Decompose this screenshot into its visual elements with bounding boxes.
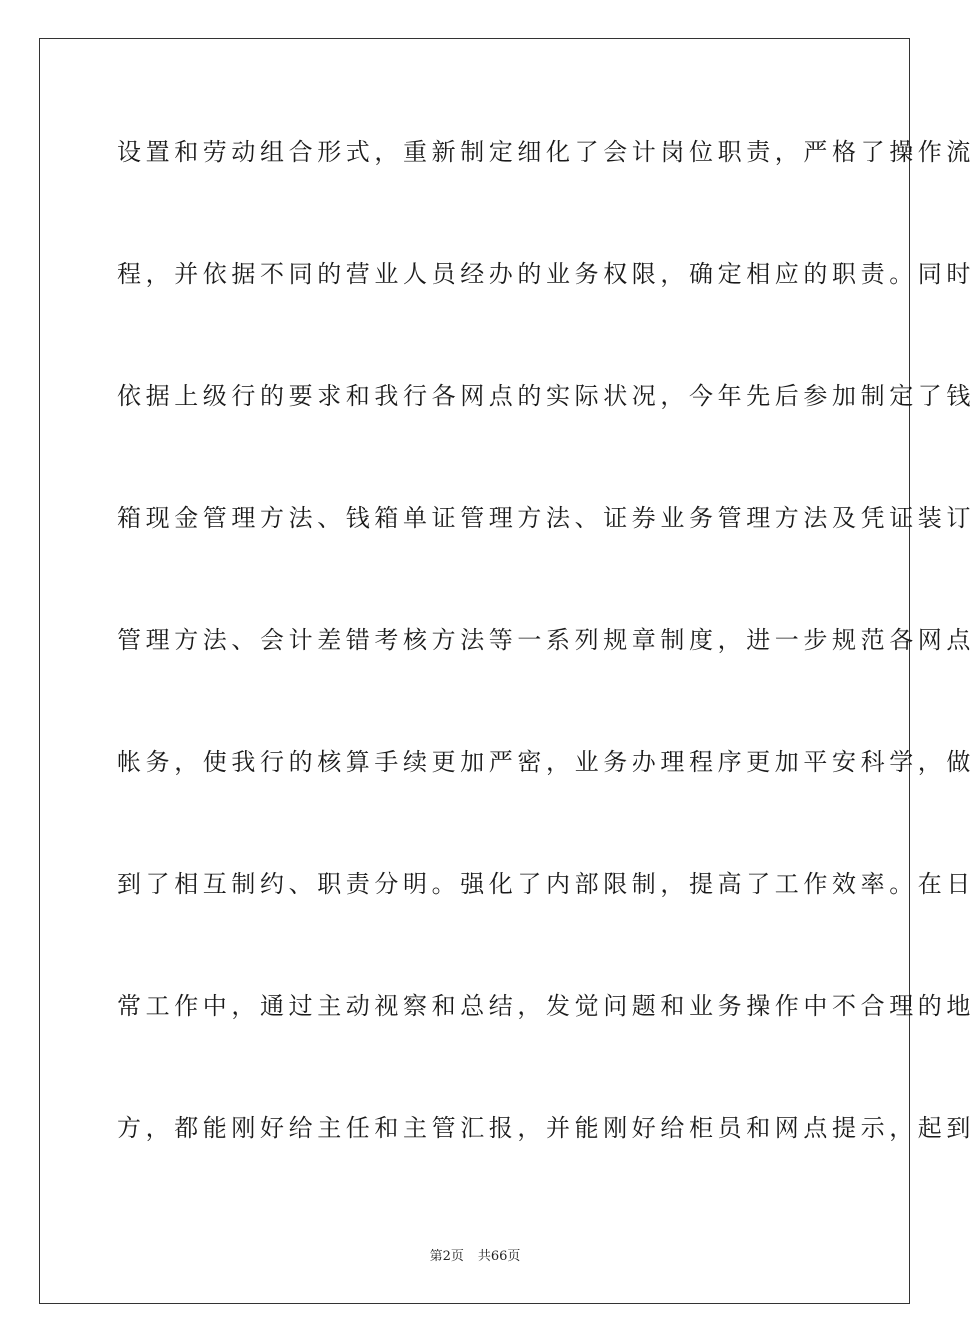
text-line: 管理方法、会计差错考核方法等一系列规章制度，进一步规范各网点 bbox=[117, 626, 975, 654]
text-line: 依据上级行的要求和我行各网点的实际状况，今年先后参加制定了钱 bbox=[117, 382, 975, 410]
page-footer bbox=[0, 1247, 950, 1267]
text-line: 箱现金管理方法、钱箱单证管理方法、证券业务管理方法及凭证装订 bbox=[117, 504, 975, 532]
text-line: 设置和劳动组合形式，重新制定细化了会计岗位职责，严格了操作流 bbox=[117, 138, 975, 166]
text-line: 方，都能刚好给主任和主管汇报，并能刚好给柜员和网点提示，起到 bbox=[117, 1114, 975, 1142]
text-line: 帐务，使我行的核算手续更加严密，业务办理程序更加平安科学，做 bbox=[117, 748, 975, 776]
text-line: 程，并依据不同的营业人员经办的业务权限，确定相应的职责。同时 bbox=[117, 260, 975, 288]
page-total: 共66页 bbox=[477, 1249, 521, 1264]
text-line: 常工作中，通过主动视察和总结，发觉问题和业务操作中不合理的地 bbox=[117, 992, 975, 1020]
text-line: 到了相互制约、职责分明。强化了内部限制，提高了工作效率。在日 bbox=[117, 870, 975, 898]
page-number: 第2页 bbox=[429, 1249, 464, 1264]
body-text bbox=[117, 126, 975, 1224]
